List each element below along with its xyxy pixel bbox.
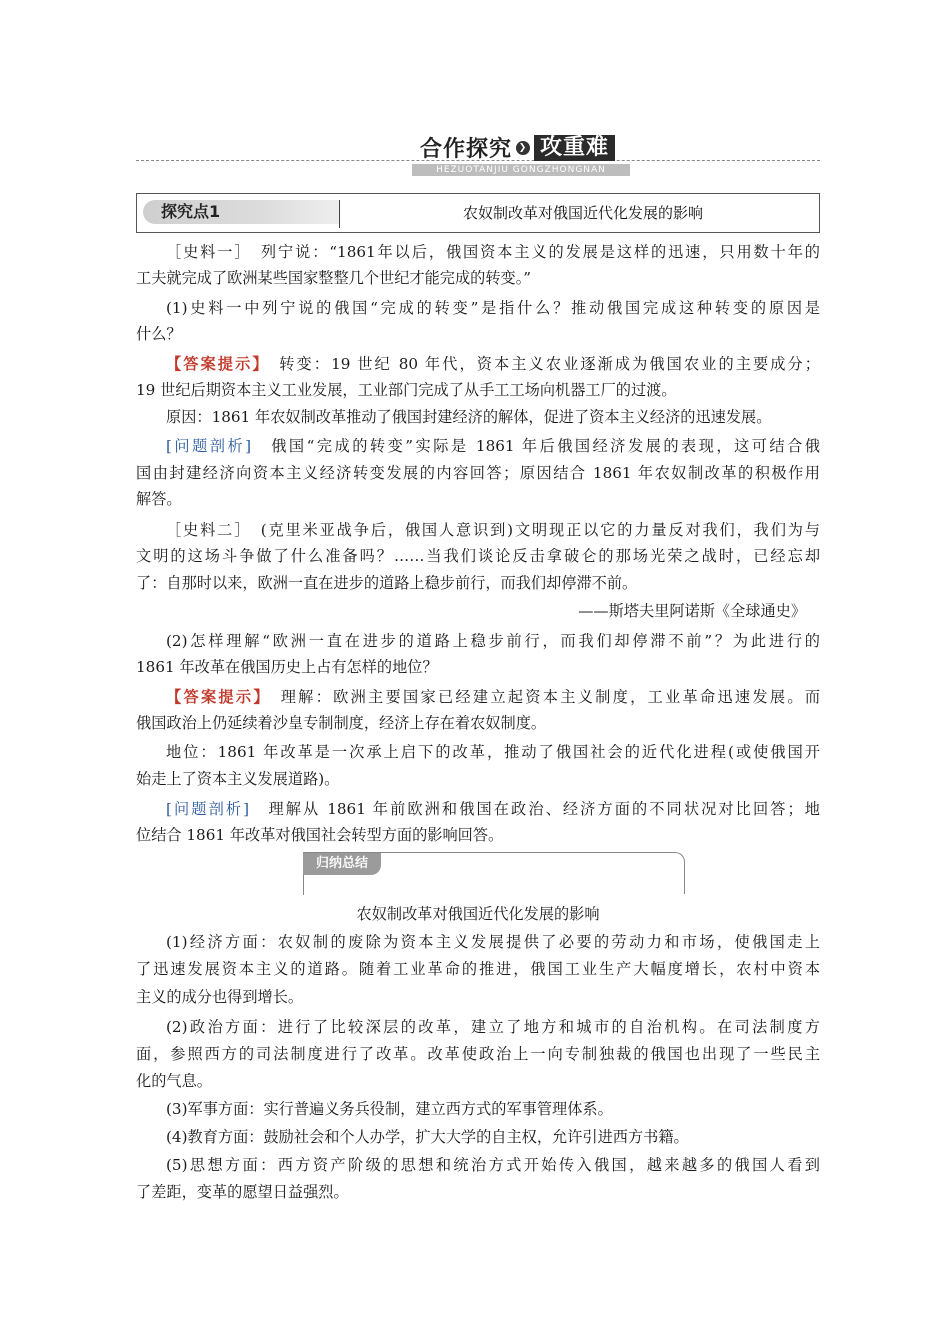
source1-line2: 工夫就完成了欧洲某些国家整整几个世纪才能完成的转变。”: [136, 269, 532, 287]
analysis1-line1: [166, 434, 820, 458]
banner-title-part2: 攻重难: [534, 135, 615, 161]
answer2-line2: 俄国政治上仍延续着沙皇专制制度，经济上存在着农奴制度。: [136, 714, 547, 732]
summary-politics-line1: (2)政治方面：进行了比较深层的改革，建立了地方和城市的自治机构。在司法制度方: [166, 1018, 820, 1036]
answer1-line1: [166, 352, 820, 376]
analysis1-line2: 国由封建经济向资本主义经济转变发展的内容回答；原因结合 1861 年农奴制改革的积极作用: [136, 464, 820, 482]
header-divider: [339, 200, 340, 228]
source2-line1: ［史料二］ (克里米亚战争后，俄国人意识到)文明现正以它的力量反对我们，我们为与: [166, 521, 820, 539]
banner-title: [420, 132, 615, 160]
answer-tag: 【答案提示】: [166, 688, 264, 706]
analysis2-line1: [166, 797, 820, 821]
question1-line1: (1)史料一中列宁说的俄国“完成的转变”是指什么？推动俄国完成这种转变的原因是: [166, 299, 820, 317]
answer2-line3: 地位：1861 年改革是一次承上启下的改革，推动了俄国社会的近代化进程(或使俄国开: [166, 743, 820, 761]
summary-box-left-edge: [303, 875, 304, 895]
summary-economy-line2: 了迅速发展资本主义的道路。随着工业革命的推进，俄国工业生产大幅度增长，农村中资本: [136, 960, 820, 978]
summary-economy-line3: 主义的成分也得到增长。: [136, 988, 304, 1006]
chevron-right-icon: ❯: [516, 141, 530, 155]
source2-line3: 了：自那时以来，欧洲一直在进步的道路上稳步前行，而我们却停滞不前。: [136, 574, 638, 592]
answer1-text1: 转变：19 世纪 80 年代，资本主义农业逐渐成为俄国农业的主要成分；: [262, 355, 820, 373]
summary-thought-line2: 了差距，变革的愿望日益强烈。: [136, 1183, 349, 1201]
answer1-line2: 19 世纪后期资本主义工业发展，工业部门完成了从手工工场向机器工厂的过渡。: [136, 381, 677, 399]
analysis2-line2: 位结合 1861 年改革对俄国社会转型方面的影响回答。: [136, 826, 504, 844]
summary-politics-line3: 化的气息。: [136, 1072, 212, 1090]
explore-point-header: [136, 193, 820, 233]
answer1-line3: 原因：1861 年农奴制改革推动了俄国封建经济的解体，促进了资本主义经济的迅速发展。: [166, 408, 772, 426]
answer-tag: 【答案提示】: [166, 355, 262, 373]
summary-title: 农奴制改革对俄国近代化发展的影响: [356, 905, 600, 923]
summary-military-line: (3)军事方面：实行普遍义务兵役制，建立西方式的军事管理体系。: [166, 1100, 613, 1118]
source2-citation: ——斯塔夫里阿诺斯《全球通史》: [578, 602, 806, 620]
question1-line2: 什么？: [136, 325, 182, 343]
summary-header-box: [303, 852, 685, 894]
summary-education-line: (4)教育方面：鼓励社会和个人办学，扩大大学的自主权，允许引进西方书籍。: [166, 1128, 689, 1146]
answer2-text1: 理解：欧洲主要国家已经建立起资本主义制度，工业革命迅速发展。而: [263, 688, 821, 706]
summary-label: 归纳总结: [303, 853, 381, 875]
source1-line1: ［史料一］ 列宁说：“1861年以后，俄国资本主义的发展是这样的迅速，只用数十年的: [166, 243, 820, 261]
analysis-tag: [问题剖析]: [166, 800, 250, 818]
explore-point-label: [143, 200, 339, 224]
explore-point-label-text: 探究点1: [161, 202, 221, 221]
question2-line1: (2)怎样理解“欧洲一直在进步的道路上稳步前行，而我们却停滞不前”？为此进行的: [166, 632, 820, 650]
analysis-tag: [问题剖析]: [166, 437, 252, 455]
answer2-line4: 始走上了资本主义发展道路)。: [136, 770, 340, 788]
analysis1-line3: 解答。: [136, 490, 182, 508]
source2-line2: 文明的这场斗争做了什么准备吗？……当我们谈论反击拿破仑的那场光荣之战时，已经忘却: [136, 547, 820, 565]
summary-politics-line2: 面，参照西方的司法制度进行了改革。改革使政治上一向专制独裁的俄国也出现了一些民主: [136, 1045, 820, 1063]
analysis1-text1: 俄国“完成的转变”实际是 1861 年后俄国经济发展的表现，这可结合俄: [251, 437, 820, 455]
answer2-line1: [166, 685, 820, 709]
banner-subtitle: HEZUOTANJIU GONGZHONGNAN: [412, 164, 630, 176]
explore-point-title: 农奴制改革对俄国近代化发展的影响: [462, 204, 703, 222]
analysis2-text1: 理解从 1861 年前欧洲和俄国在政治、经济方面的不同状况对比回答；地: [249, 800, 820, 818]
banner-title-part1: 合作探究: [420, 137, 513, 162]
summary-economy-line1: (1)经济方面：农奴制的废除为资本主义发展提供了必要的劳动力和市场，使俄国走上: [166, 933, 820, 951]
section-banner: [136, 130, 820, 180]
summary-thought-line1: (5)思想方面：西方资产阶级的思想和统治方式开始传入俄国，越来越多的俄国人看到: [166, 1156, 820, 1174]
question2-line2: 1861 年改革在俄国历史上占有怎样的地位？: [136, 658, 438, 676]
